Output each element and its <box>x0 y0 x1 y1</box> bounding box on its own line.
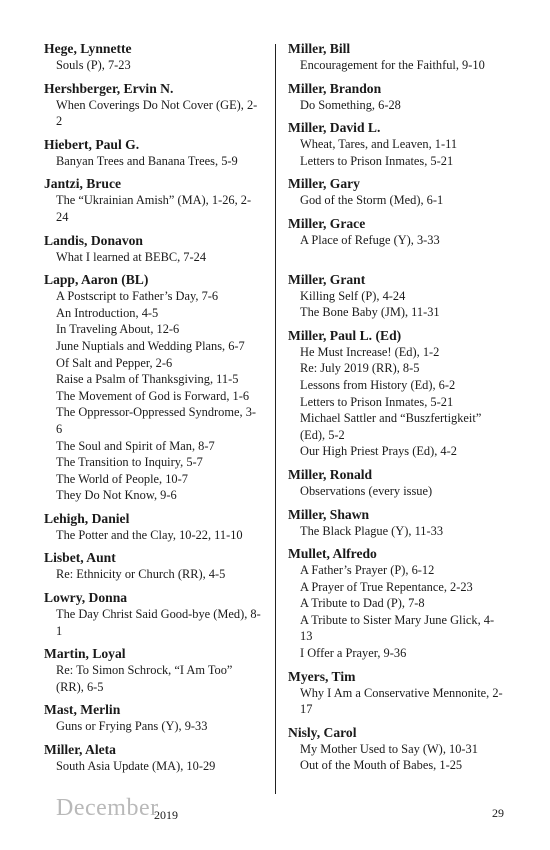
article-entry: Re: July 2019 (RR), 8-5 <box>300 361 420 376</box>
index-entry <box>44 510 262 544</box>
index-entry <box>44 80 262 130</box>
article-entry: The Potter and the Clay, 10-22, 11-10 <box>56 527 243 542</box>
index-entry <box>288 119 506 169</box>
author-name: Lehigh, Daniel <box>44 510 130 526</box>
article-entry: Letters to Prison Inmates, 5-21 <box>300 153 454 168</box>
article-entry: A Place of Refuge (Y), 3-33 <box>300 232 440 247</box>
author-name: Nisly, Carol <box>288 724 357 740</box>
article-entry: He Must Increase! (Ed), 1-2 <box>300 344 440 359</box>
article-entry: Lessons from History (Ed), 6-2 <box>300 377 456 392</box>
article-entry: The Movement of God is Forward, 1-6 <box>56 388 250 403</box>
author-name: Lowry, Donna <box>44 590 128 606</box>
author-name: Miller, Paul L. (Ed) <box>288 327 402 343</box>
article-entry: An Introduction, 4-5 <box>56 305 159 320</box>
article-entry: A Tribute to Sister Mary June Glick, 4-13 <box>300 612 495 644</box>
index-entry <box>44 701 262 735</box>
article-entry: The Soul and Spirit of Man, 8-7 <box>56 438 215 453</box>
author-name: Miller, David L. <box>288 120 381 136</box>
author-name: Miller, Gary <box>288 176 360 192</box>
author-name: Myers, Tim <box>288 668 356 684</box>
article-entry: A Tribute to Dad (P), 7-8 <box>300 596 425 611</box>
article-entry: The World of People, 10-7 <box>56 471 188 486</box>
index-entry <box>288 545 506 662</box>
author-name: Mullet, Alfredo <box>288 546 377 562</box>
article-entry: God of the Storm (Med), 6-1 <box>300 193 444 208</box>
article-entry: They Do Not Know, 9-6 <box>56 488 177 503</box>
article-entry: Of Salt and Pepper, 2-6 <box>56 355 173 370</box>
article-entry: The “Ukrainian Amish” (MA), 1-26, 2-24 <box>56 193 252 224</box>
author-name: Miller, Brandon <box>288 80 382 96</box>
index-entry <box>288 80 506 114</box>
article-entry: My Mother Used to Say (W), 10-31 <box>300 741 478 756</box>
index-entry <box>288 40 506 74</box>
article-entry: Guns or Frying Pans (Y), 9-33 <box>56 719 208 734</box>
author-name: Miller, Grant <box>288 271 366 287</box>
column-divider <box>275 44 276 794</box>
author-name: Miller, Aleta <box>44 742 116 758</box>
author-name: Hiebert, Paul G. <box>44 136 140 152</box>
index-entry <box>288 506 506 540</box>
article-entry: Re: To Simon Schrock, “I Am Too” (RR), 6-5 <box>56 663 233 694</box>
index-entry <box>288 175 506 209</box>
article-entry: Re: Ethnicity or Church (RR), 4-5 <box>56 567 226 582</box>
index-entry <box>288 724 506 774</box>
article-entry: Michael Sattler and “Buszfertigkeit” (Ed), 5-2 <box>300 411 482 442</box>
author-name: Hershberger, Ervin N. <box>44 80 174 96</box>
index-entry <box>44 40 262 74</box>
article-entry: In Traveling About, 12-6 <box>56 322 180 337</box>
index-entry <box>44 271 262 504</box>
article-entry: The Transition to Inquiry, 5-7 <box>56 455 203 470</box>
article-entry: Do Something, 6-28 <box>300 97 401 112</box>
article-entry: The Black Plague (Y), 11-33 <box>300 523 444 538</box>
article-entry: What I learned at BEBC, 7-24 <box>56 249 207 264</box>
article-entry: Letters to Prison Inmates, 5-21 <box>300 394 454 409</box>
index-entry <box>44 589 262 639</box>
author-name: Jantzi, Bruce <box>44 176 122 192</box>
author-name: Lisbet, Aunt <box>44 550 116 566</box>
article-entry: Raise a Psalm of Thanksgiving, 11-5 <box>56 372 239 387</box>
article-entry: The Oppressor-Oppressed Syndrome, 3-6 <box>56 405 257 436</box>
article-entry: Why I Am a Conservative Mennonite, 2-17 <box>300 685 503 717</box>
article-entry: A Postscript to Father’s Day, 7-6 <box>56 289 219 304</box>
article-entry: The Day Christ Said Good-bye (Med), 8-1 <box>56 607 261 638</box>
author-name: Miller, Ronald <box>288 466 373 482</box>
index-column-left <box>44 40 262 781</box>
article-entry: Wheat, Tares, and Leaven, 1-11 <box>300 137 458 152</box>
author-name: Lapp, Aaron (BL) <box>44 272 149 288</box>
article-entry: Killing Self (P), 4-24 <box>300 288 406 303</box>
article-entry: The Bone Baby (JM), 11-31 <box>300 305 440 320</box>
index-entry <box>44 741 262 775</box>
page-number: 29 <box>492 806 504 820</box>
article-entry: South Asia Update (MA), 10-29 <box>56 759 216 774</box>
article-entry: A Prayer of True Repentance, 2-23 <box>300 579 473 594</box>
article-entry: Encouragement for the Faithful, 9-10 <box>300 58 485 72</box>
footer-year: 2019 <box>154 808 178 822</box>
article-entry: Banyan Trees and Banana Trees, 5-9 <box>56 153 238 168</box>
index-entry <box>288 466 506 500</box>
index-entry <box>44 549 262 583</box>
index-entry <box>44 175 262 225</box>
article-entry: When Coverings Do Not Cover (GE), 2-2 <box>56 97 258 129</box>
footer-month: December <box>56 795 159 821</box>
author-name: Miller, Bill <box>288 41 351 56</box>
article-entry: I Offer a Prayer, 9-36 <box>300 646 407 661</box>
article-entry: Out of the Mouth of Babes, 1-25 <box>300 758 463 773</box>
author-name: Miller, Shawn <box>288 506 370 522</box>
index-entry <box>288 271 506 321</box>
author-name: Landis, Donavon <box>44 232 143 248</box>
index-entry <box>288 668 506 718</box>
index-column-right <box>288 40 506 780</box>
article-entry: Souls (P), 7-23 <box>56 58 131 72</box>
article-entry: A Father’s Prayer (P), 6-12 <box>300 563 435 578</box>
author-name: Miller, Grace <box>288 215 366 231</box>
article-entry: Our High Priest Prays (Ed), 4-2 <box>300 444 457 459</box>
index-entry <box>288 327 506 460</box>
author-name: Mast, Merlin <box>44 702 121 718</box>
index-entry <box>288 215 506 249</box>
index-entry <box>44 232 262 266</box>
index-entry <box>44 136 262 170</box>
index-entry <box>44 645 262 695</box>
author-name: Hege, Lynnette <box>44 41 132 56</box>
article-entry: Observations (every issue) <box>300 483 433 498</box>
article-entry: June Nuptials and Wedding Plans, 6-7 <box>56 338 245 353</box>
author-name: Martin, Loyal <box>44 646 126 662</box>
